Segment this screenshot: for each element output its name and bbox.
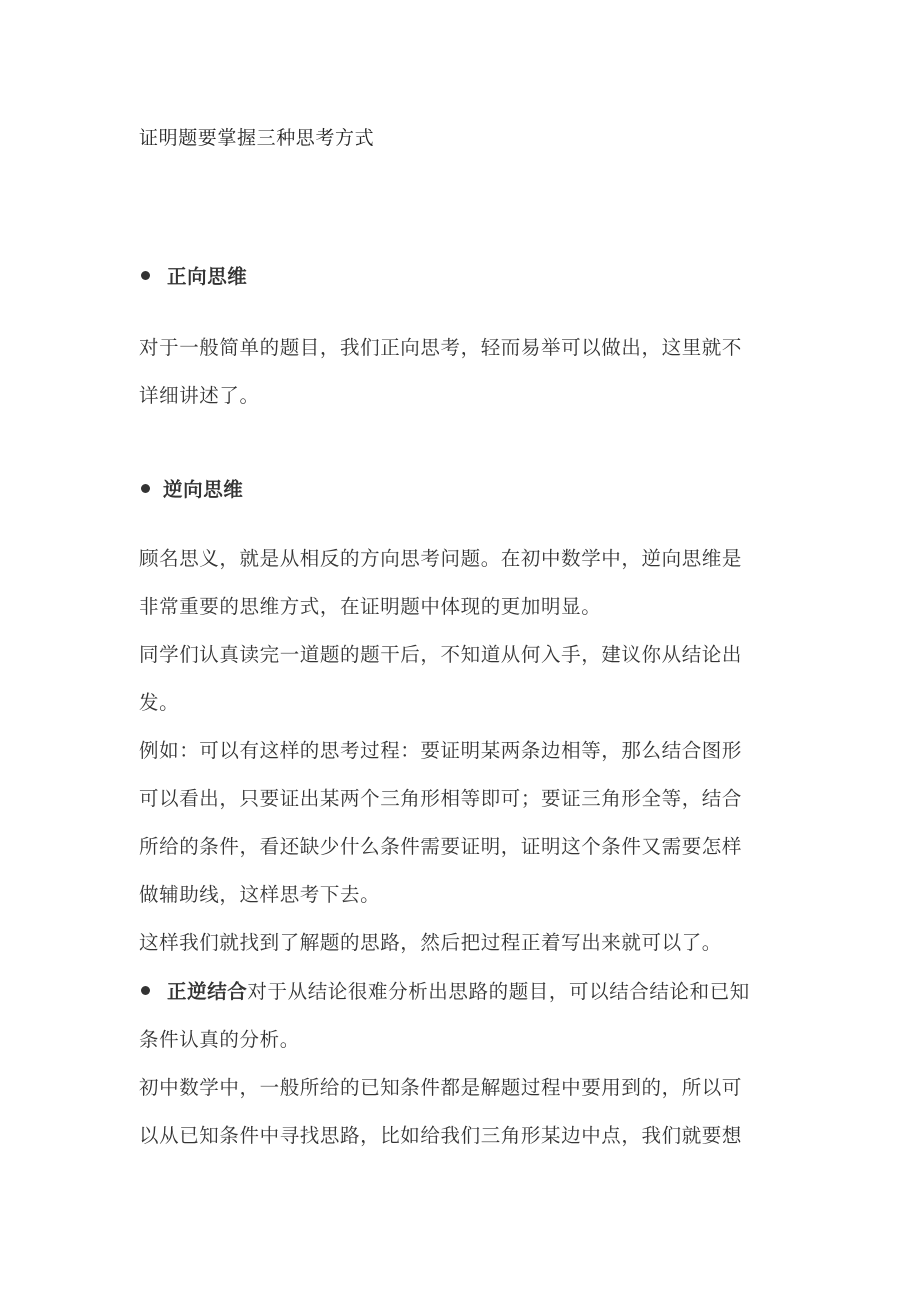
paragraph-line: 这样我们就找到了解题的思路，然后把过程正着写出来就可以了。 xyxy=(139,931,722,954)
paragraph-line: 非常重要的思维方式，在证明题中体现的更加明显。 xyxy=(139,595,602,618)
section-heading-label: 正逆结合 xyxy=(167,980,248,1003)
document-title: 证明题要掌握三种思考方式 xyxy=(139,127,375,149)
section-heading-label: 正向思维 xyxy=(167,265,248,288)
paragraph-line: 同学们认真读完一道题的题干后，不知道从何入手，建议你从结论出 xyxy=(139,643,743,666)
paragraph-line: 发。 xyxy=(139,691,180,714)
paragraph-line: 做辅助线，这样思考下去。 xyxy=(139,883,381,906)
paragraph-line: 条件认真的分析。 xyxy=(139,1028,300,1051)
section-heading-tail: 对于从结论很难分析出思路的题目，可以结合结论和已知 xyxy=(247,980,750,1003)
section-heading-forward xyxy=(139,265,779,289)
bullet-icon xyxy=(141,484,150,493)
paragraph-line: 详细讲述了。 xyxy=(139,384,260,407)
paragraph-line: 对于一般简单的题目，我们正向思考，轻而易举可以做出，这里就不 xyxy=(139,336,743,359)
paragraph-line: 顾名思义，就是从相反的方向思考问题。在初中数学中，逆向思维是 xyxy=(139,547,743,570)
bullet-icon xyxy=(141,271,150,280)
bullet-icon xyxy=(141,986,150,995)
paragraph-line: 可以看出，只要证出某两个三角形相等即可；要证三角形全等，结合 xyxy=(139,787,743,810)
section-heading-combined xyxy=(139,980,779,1004)
section-heading-label: 逆向思维 xyxy=(163,478,244,501)
paragraph-line: 以从已知条件中寻找思路，比如给我们三角形某边中点，我们就要想 xyxy=(139,1124,743,1147)
paragraph-line: 所给的条件，看还缺少什么条件需要证明，证明这个条件又需要怎样 xyxy=(139,835,743,858)
section-heading-reverse xyxy=(139,478,779,502)
paragraph-line: 例如：可以有这样的思考过程：要证明某两条边相等，那么结合图形 xyxy=(139,739,743,762)
paragraph-line: 初中数学中，一般所给的已知条件都是解题过程中要用到的，所以可 xyxy=(139,1076,743,1099)
